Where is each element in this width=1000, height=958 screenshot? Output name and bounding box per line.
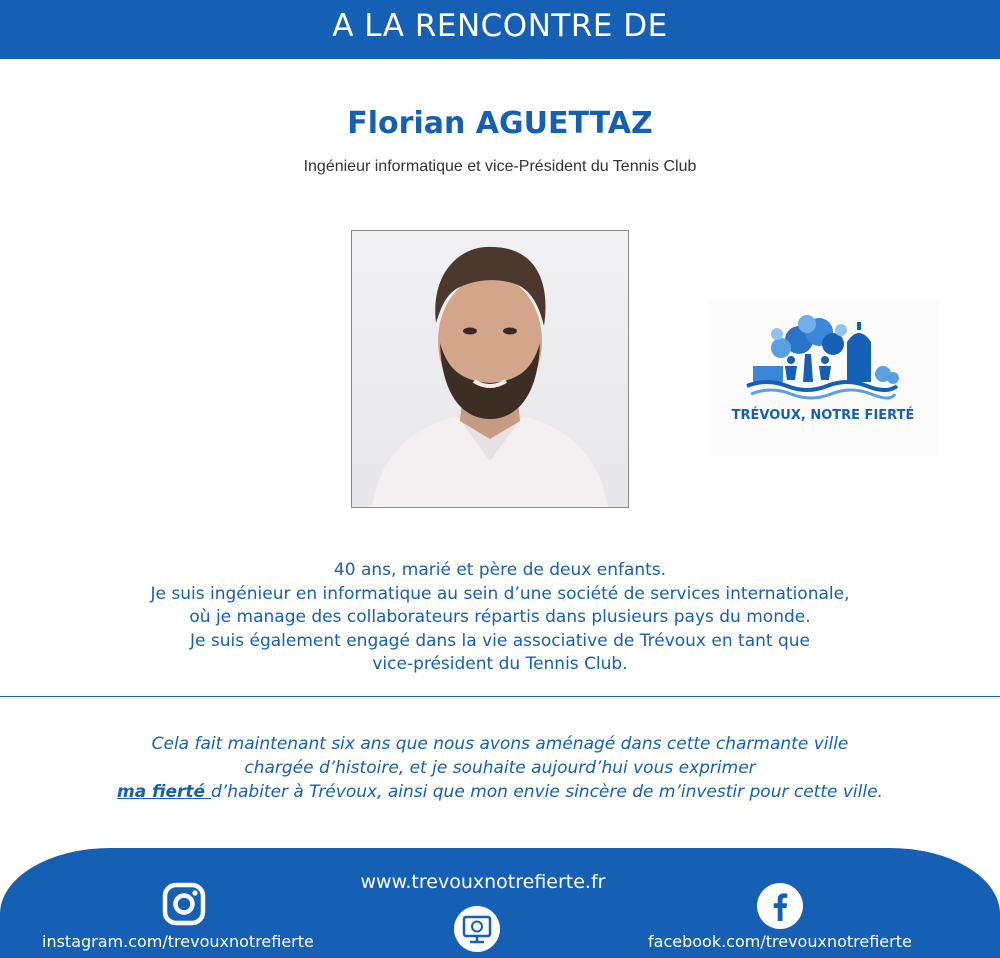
portrait-illustration: [352, 231, 628, 507]
quote-line-rest: d’habiter à Trévoux, ainsi que mon envie sincère de m’investir pour cette ville.: [211, 782, 883, 802]
section-divider: [0, 696, 1000, 697]
biography: [0, 559, 1000, 677]
instagram-icon[interactable]: [162, 882, 206, 926]
instagram-link[interactable]: instagram.com/trevouxnotrefierte: [42, 932, 314, 951]
header-title: A LA RENCONTRE DE: [332, 8, 668, 44]
bio-line: Je suis ingénieur en informatique au sein d’une société de services internationale,: [150, 583, 850, 604]
bio-line: où je manage des collaborateurs répartis dans plusieurs pays du monde.: [189, 607, 811, 627]
portrait-photo: [351, 230, 629, 508]
facebook-icon[interactable]: [757, 883, 803, 929]
bio-line: vice-président du Tennis Club.: [372, 654, 628, 674]
header-banner: [0, 0, 1000, 59]
website-icon[interactable]: [453, 905, 501, 953]
bio-line: Je suis également engagé dans la vie associative de Trévoux en tant que: [190, 630, 810, 651]
facebook-link[interactable]: facebook.com/trevouxnotrefierte: [648, 932, 912, 951]
bio-line: 40 ans, marié et père de deux enfants.: [333, 560, 667, 580]
quote: [0, 732, 1000, 804]
person-name: Florian AGUETTAZ: [347, 106, 653, 141]
quote-line: chargée d’histoire, et je souhaite aujourd’hui vous exprimer: [244, 758, 756, 778]
quote-line: Cela fait maintenant six ans que nous avons aménagé dans cette charmante ville: [151, 734, 849, 754]
tree-people-castle-logo: [707, 300, 939, 400]
person-role: Ingénieur informatique et vice-Président du Tennis Club: [303, 158, 697, 175]
trevoux-logo: [707, 300, 939, 456]
website-link[interactable]: www.trevouxnotrefierte.fr: [360, 871, 606, 893]
logo-text: TRÉVOUX, NOTRE FIERTÉ: [731, 408, 915, 423]
quote-highlight: ma fierté: [117, 782, 212, 802]
quote-line: [0, 780, 1000, 804]
